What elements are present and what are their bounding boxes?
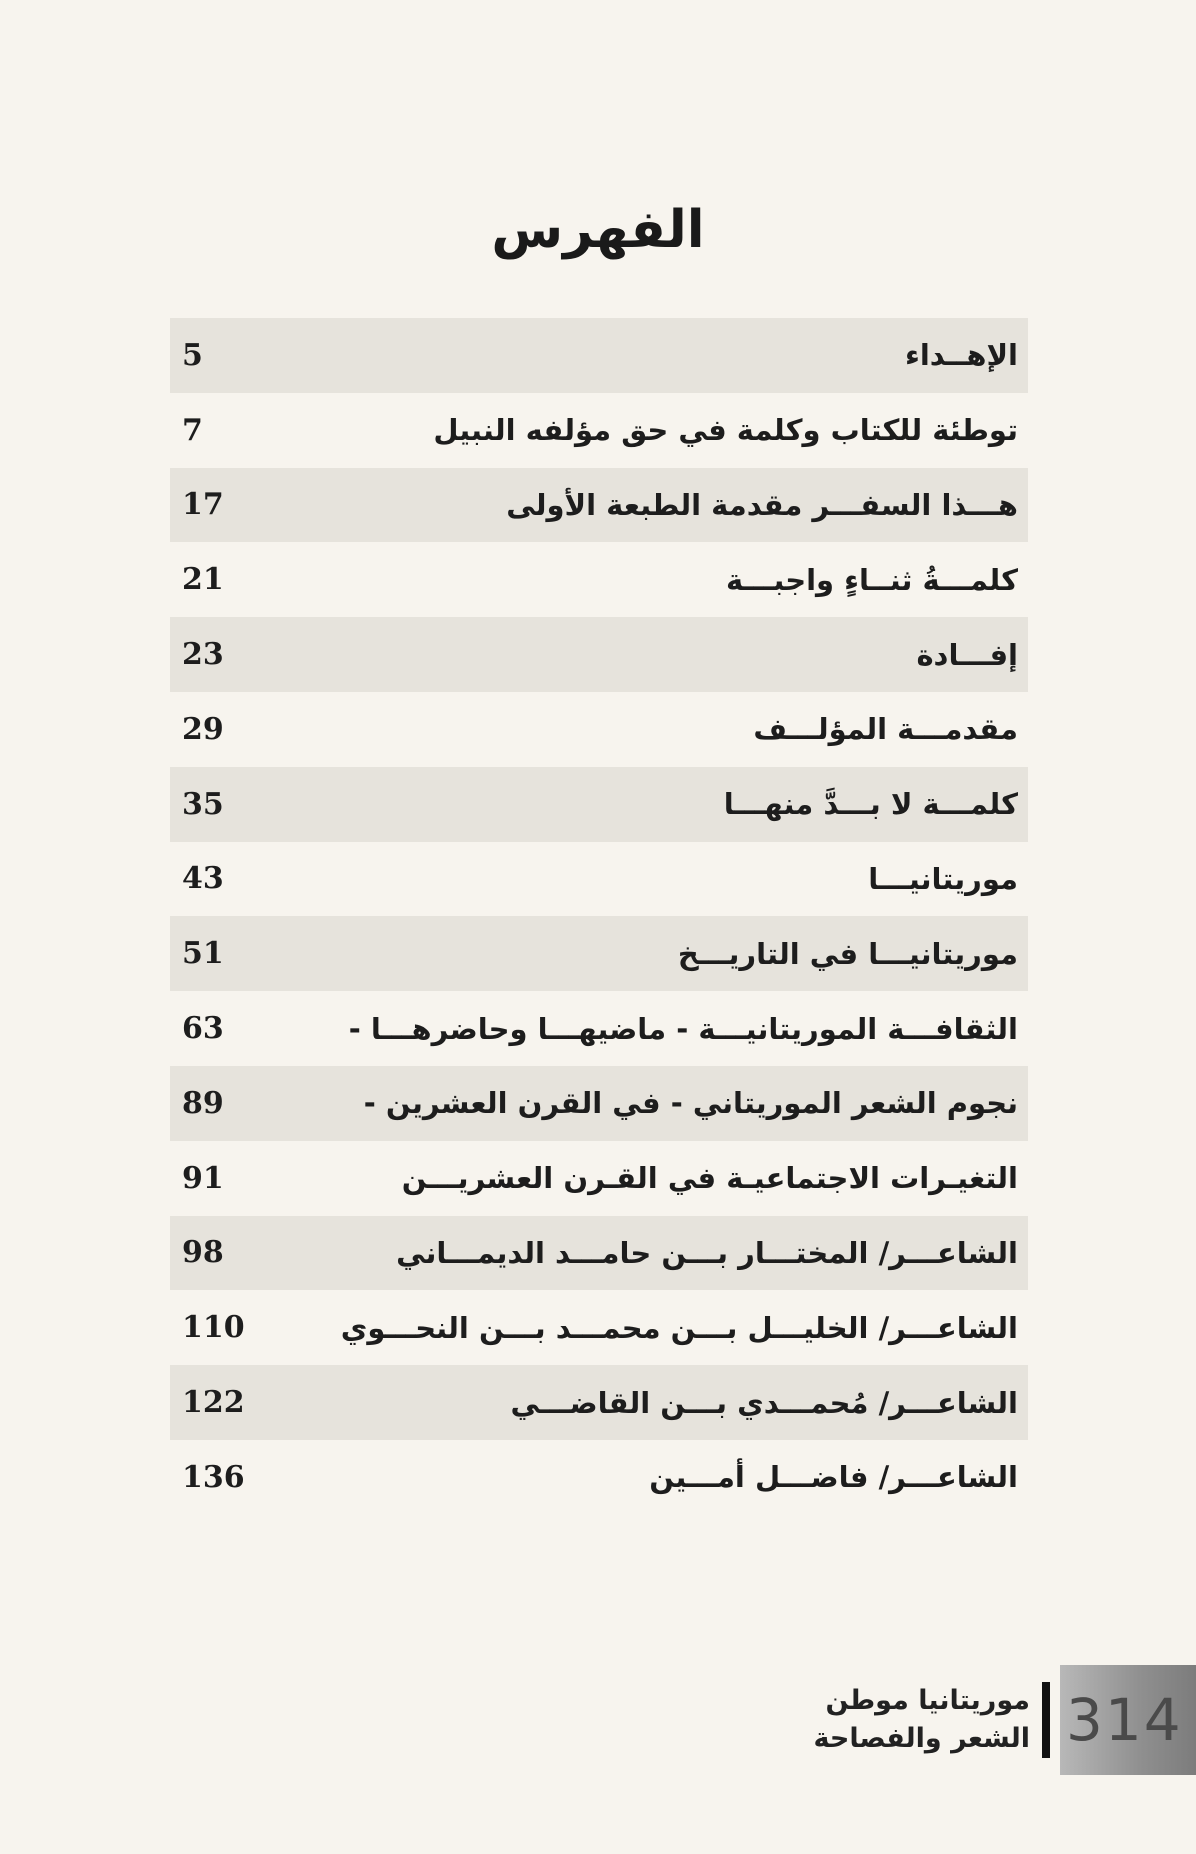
toc-entry-title: الشاعـــر/ المختـــار بـــن حامـــد الديمـــاني (396, 1235, 1018, 1270)
toc-page-number: 110 (182, 1310, 245, 1346)
toc-entry-title: الشاعـــر/ مُحمـــدي بـــن القاضـــي (510, 1385, 1018, 1420)
toc-page-number: 91 (182, 1160, 224, 1196)
toc-row (170, 991, 1028, 1066)
toc-row (170, 692, 1028, 767)
toc-row (170, 617, 1028, 692)
toc-row (170, 1066, 1028, 1141)
toc-page-number: 23 (182, 637, 224, 673)
toc-page-number: 21 (182, 562, 224, 598)
toc-row (170, 542, 1028, 617)
book-title (790, 1682, 1030, 1758)
toc-row (170, 1440, 1028, 1515)
toc-page-number: 17 (182, 487, 224, 523)
book-title-line1: موريتانيا موطن (825, 1685, 1030, 1716)
toc-row (170, 916, 1028, 991)
page-number-badge (1060, 1665, 1196, 1775)
toc-row (170, 1141, 1028, 1216)
toc-page-number: 7 (182, 412, 203, 448)
toc-entry-title: الإهــداء (905, 338, 1018, 373)
page-number: 314 (1066, 1686, 1183, 1754)
toc-page-number: 35 (182, 786, 224, 822)
toc-entry-title: كلمـــة لا بـــدَّ منهـــا (723, 787, 1018, 822)
toc-row (170, 842, 1028, 917)
toc-page-number: 98 (182, 1235, 224, 1271)
toc-page-number: 51 (182, 936, 224, 972)
toc-entry-title: موريتانيـــا (868, 861, 1018, 896)
toc-row (170, 468, 1028, 543)
toc-page-number: 63 (182, 1011, 224, 1047)
page-title: الفهرس (491, 200, 705, 260)
toc-entry-title: التغيـرات الاجتماعيـة في القـرن العشريـــن (401, 1161, 1018, 1196)
table-of-contents (170, 318, 1028, 1515)
toc-page-number: 5 (182, 337, 203, 373)
toc-page-number: 89 (182, 1085, 224, 1121)
toc-entry-title: مقدمـــة المؤلـــف (753, 712, 1018, 747)
footer-divider (1042, 1682, 1050, 1758)
toc-entry-title: إفـــادة (916, 637, 1018, 672)
toc-page-number: 122 (182, 1385, 245, 1421)
toc-row (170, 1365, 1028, 1440)
toc-page-number: 43 (182, 861, 224, 897)
toc-entry-title: كلمـــةُ ثنــاءٍ واجبـــة (726, 562, 1018, 597)
toc-entry-title: موريتانيـــا في التاريـــخ (677, 936, 1018, 971)
toc-row (170, 318, 1028, 393)
toc-row (170, 393, 1028, 468)
toc-entry-title: الشاعـــر/ الخليـــل بـــن محمـــد بـــن النحـــوي (340, 1310, 1018, 1345)
toc-row (170, 1216, 1028, 1291)
toc-entry-title: الثقافـــة الموريتانيـــة - ماضيهـــا وحاضرهـــا - (348, 1011, 1018, 1046)
toc-page-number: 29 (182, 711, 224, 747)
toc-row (170, 767, 1028, 842)
toc-page-number: 136 (182, 1459, 245, 1495)
book-title-line2: الشعر والفصاحة (813, 1723, 1030, 1754)
toc-entry-title: توطئة للكتاب وكلمة في حق مؤلفه النبيل (433, 413, 1018, 448)
toc-entry-title: هـــذا السفـــر مقدمة الطبعة الأولى (506, 487, 1018, 522)
toc-row (170, 1290, 1028, 1365)
toc-entry-title: الشاعـــر/ فاضـــل أمـــين (649, 1460, 1018, 1495)
toc-entry-title: نجوم الشعر الموريتاني - في القرن العشرين - (363, 1086, 1018, 1121)
page-footer (790, 1665, 1196, 1775)
